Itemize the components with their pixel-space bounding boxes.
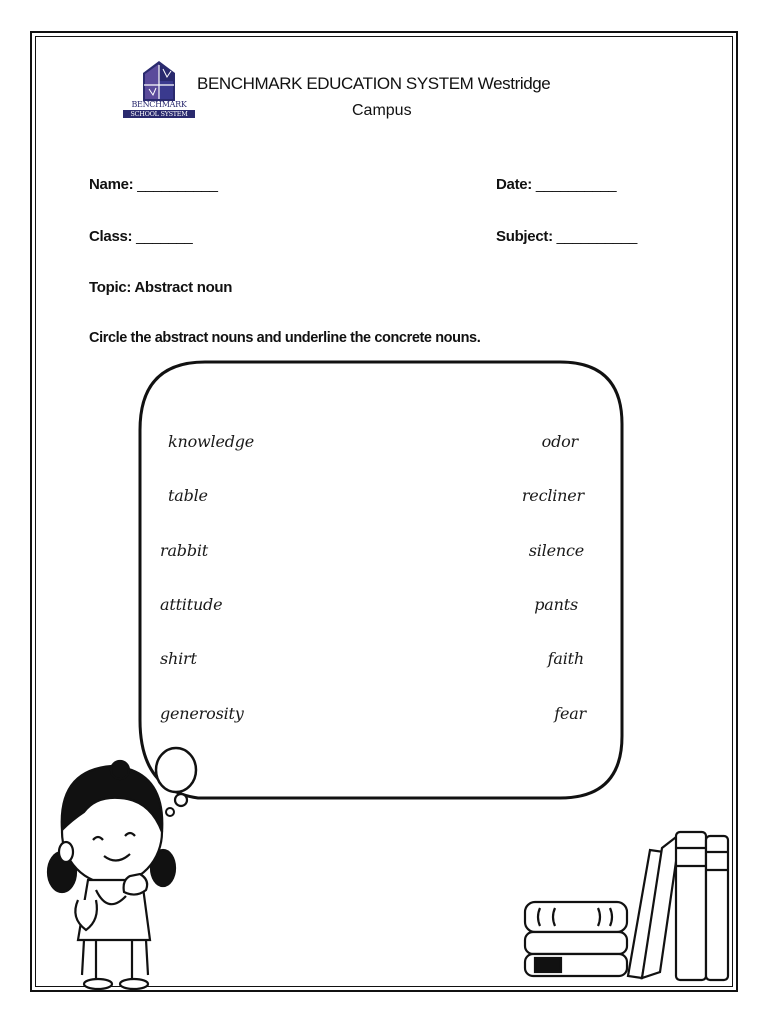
books-illustration <box>525 832 728 980</box>
word-right-3[interactable]: silence <box>528 541 584 560</box>
word-left-4[interactable]: attitude <box>160 595 223 614</box>
word-right-5[interactable]: faith <box>547 649 584 668</box>
thought-bubble-large <box>156 748 196 792</box>
school-title: BENCHMARK EDUCATION SYSTEM Westridge <box>197 74 551 93</box>
campus-subtitle: Campus <box>352 102 412 119</box>
word-left-6[interactable]: generosity <box>160 704 244 723</box>
thought-bubble-small <box>166 808 174 816</box>
word-left-3[interactable]: rabbit <box>160 541 209 560</box>
word-left-1[interactable]: knowledge <box>168 432 255 451</box>
class-label: Class: <box>89 228 137 245</box>
class-blank[interactable]: _______ <box>136 228 193 245</box>
date-label: Date: <box>496 176 536 193</box>
instruction-text: Circle the abstract nouns and underline the concrete nouns. <box>89 330 481 346</box>
thought-bubble-medium <box>175 794 187 806</box>
word-box <box>140 362 622 798</box>
name-label: Name: <box>89 176 138 193</box>
word-left-5[interactable]: shirt <box>160 649 197 668</box>
subject-label: Subject: <box>496 228 557 245</box>
name-blank[interactable]: __________ <box>137 176 218 193</box>
date-blank[interactable]: __________ <box>535 176 617 193</box>
word-right-4[interactable]: pants <box>534 595 578 614</box>
logo-line-1: BENCHMARK <box>131 100 187 109</box>
subject-blank[interactable]: __________ <box>556 228 638 245</box>
word-left-2[interactable]: table <box>168 486 208 505</box>
topic-line: Topic: Abstract noun <box>89 279 233 296</box>
logo-line-2: SCHOOL SYSTEM <box>123 110 195 118</box>
word-right-6[interactable]: fear <box>554 704 586 723</box>
word-right-1[interactable]: odor <box>541 432 578 451</box>
thinking-girl-illustration <box>48 761 175 989</box>
word-right-2[interactable]: recliner <box>521 486 584 505</box>
